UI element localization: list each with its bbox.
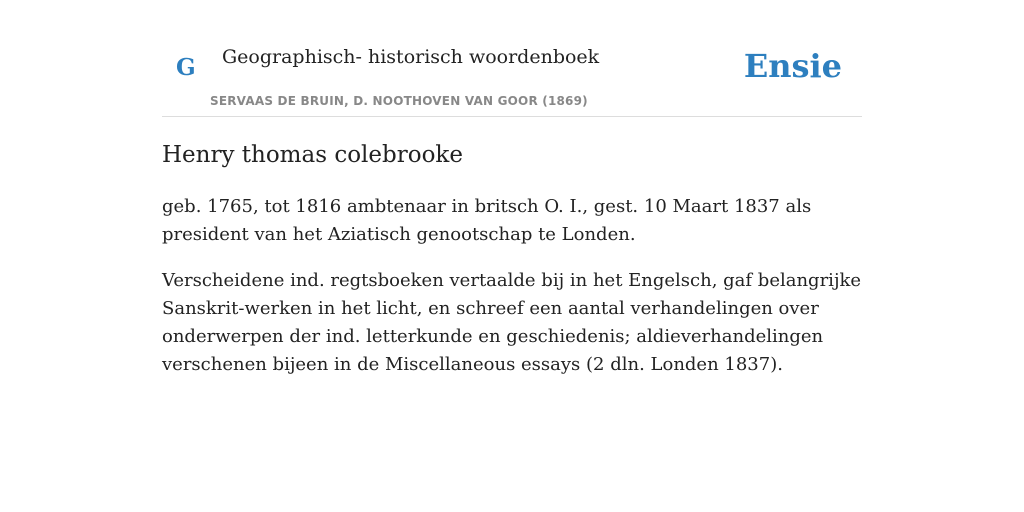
book-initial-icon[interactable]: G <box>176 54 196 81</box>
book-author: SERVAAS DE BRUIN, D. NOOTHOVEN VAN GOOR (1869) <box>210 94 588 108</box>
book-title-link[interactable]: Geographisch- historisch woordenboek <box>222 46 600 68</box>
page-container <box>162 0 862 379</box>
entry-body <box>162 193 862 379</box>
entry-paragraph: geb. 1765, tot 1816 ambtenaar in britsch O. I., gest. 10 Maart 1837 als president van het Aziatisch genootschap te Londen. <box>162 195 812 245</box>
entry-paragraph: Verscheidene ind. regtsboeken vertaalde bij in het Engelsch, gaf belangrijke Sanskrit-werken in het licht, en schreef een aantal verhandelingen over onderwerpen der ind. letterkunde en geschiedenis; aldieverhandelingen verschenen bijeen in de Miscellaneous essays (2 dln. Londen 1837). <box>162 269 862 375</box>
ensie-logo-link[interactable]: Ensie <box>743 47 842 85</box>
entry-title: Henry thomas colebrooke <box>162 142 463 168</box>
book-header <box>162 0 862 117</box>
